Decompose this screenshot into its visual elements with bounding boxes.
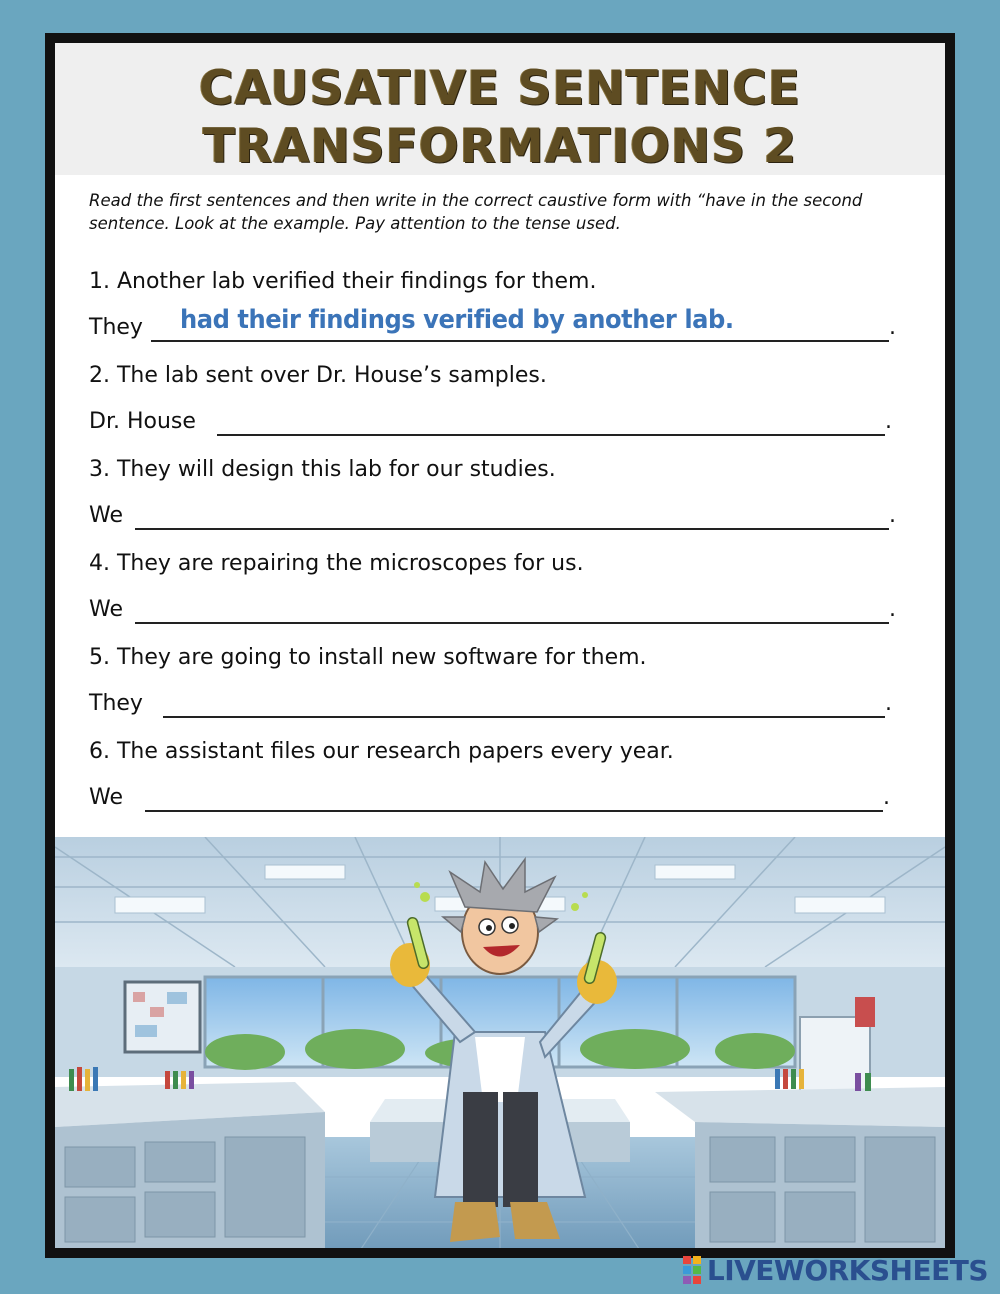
answer-blank-6[interactable] — [145, 810, 883, 812]
answer-period-3: . — [889, 503, 896, 528]
worksheet-title-line2: TRANSFORMATIONS 2 — [202, 119, 798, 174]
answer-row-2 — [89, 409, 909, 439]
answer-row-6 — [89, 785, 909, 815]
answer-subject-5: They — [89, 691, 143, 716]
laboratory-illustration — [55, 837, 945, 1248]
brand-name: LIVEWORKSHEETS — [706, 1253, 988, 1287]
worksheet-page — [55, 43, 945, 1248]
answer-blank-2[interactable] — [217, 434, 885, 436]
worksheet-title-line1: CAUSATIVE SENTENCE — [199, 61, 801, 116]
question-1: 1. Another lab verified their findings for them. — [89, 269, 597, 294]
question-2: 2. The lab sent over Dr. House’s samples. — [89, 363, 547, 388]
question-3: 3. They will design this lab for our studies. — [89, 457, 556, 482]
answer-subject-6: We — [89, 785, 123, 810]
answer-period-1: . — [889, 315, 896, 340]
answer-period-4: . — [889, 597, 896, 622]
answer-text-1[interactable]: had their findings verified by another lab. — [180, 305, 734, 335]
answer-blank-3[interactable] — [135, 528, 889, 530]
instructions: Read the first sentences and then write in the correct caustive form with “have in the second sentence. Look at the example. Pay attention to the tense used. — [89, 191, 863, 233]
answer-subject-1: They — [89, 315, 143, 340]
answer-period-2: . — [885, 409, 892, 434]
answer-blank-4[interactable] — [135, 622, 889, 624]
question-6: 6. The assistant files our research papers every year. — [89, 739, 674, 764]
answer-blank-5[interactable] — [163, 716, 885, 718]
answer-period-6: . — [883, 785, 890, 810]
answer-subject-4: We — [89, 597, 123, 622]
answer-row-5 — [89, 691, 909, 721]
answer-period-5: . — [885, 691, 892, 716]
title-band — [55, 43, 945, 175]
liveworksheets-brand[interactable] — [681, 1252, 988, 1288]
liveworksheets-logo-icon — [681, 1255, 703, 1285]
question-4: 4. They are repairing the microscopes for us. — [89, 551, 584, 576]
answer-row-3 — [89, 503, 909, 533]
question-5: 5. They are going to install new software for them. — [89, 645, 647, 670]
answer-blank-1[interactable] — [151, 340, 889, 342]
answer-row-4 — [89, 597, 909, 627]
answer-subject-3: We — [89, 503, 123, 528]
answer-subject-2: Dr. House — [89, 409, 196, 434]
worksheet-frame — [45, 33, 955, 1258]
